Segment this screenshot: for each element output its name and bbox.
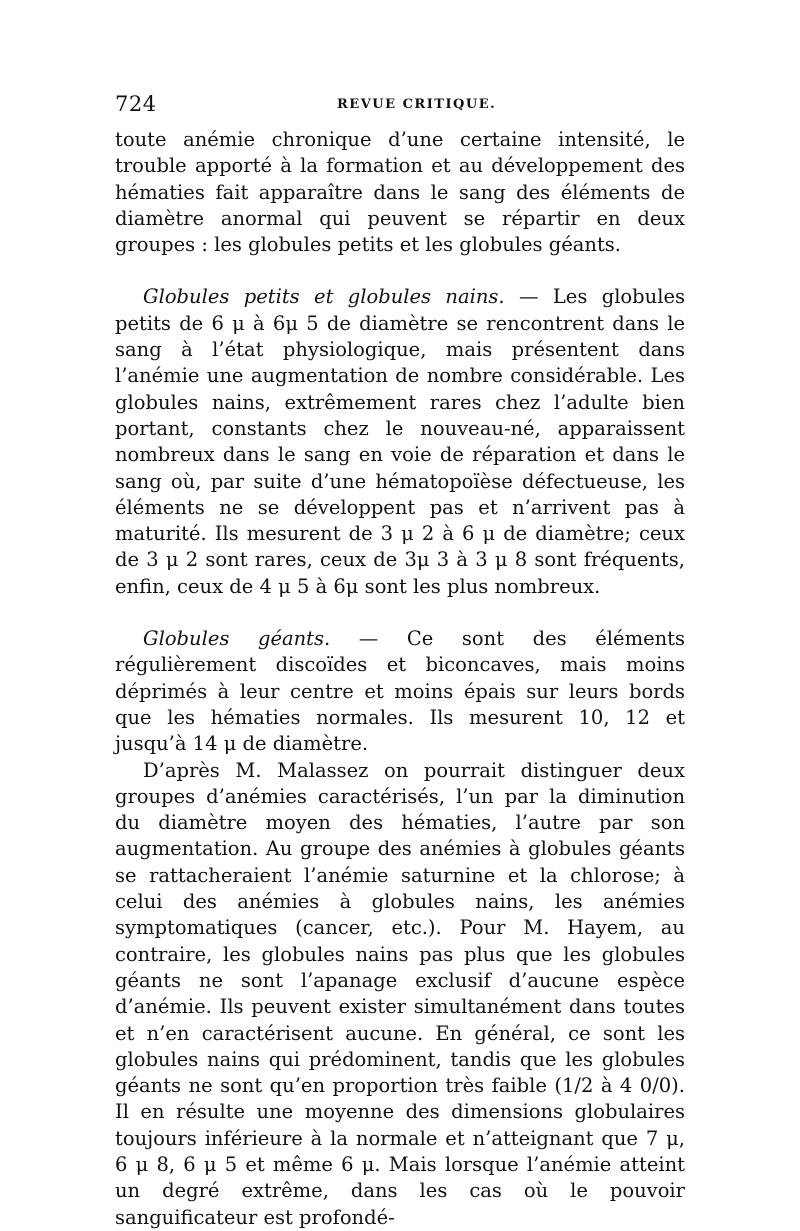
paragraph-anemie-intro xyxy=(115,127,685,258)
paragraph-globules-geants xyxy=(115,626,685,757)
paragraph-text: toute anémie chronique d’une certaine intensité, le trouble apporté à la formation et au développement des hématies fait apparaître dans le sang des éléments de diamètre anormal qui peuvent se répartir en deux groupes : les globules petits et les globules géants. xyxy=(115,128,685,257)
paragraph-text: — Ce sont des éléments régulièrement discoïdes et biconcaves, mais moins déprimés à leur centre et moins épais sur leurs bords que les hématies normales. Ils mesurent 10, 12 et jusqu’à 14 μ de diamètre. xyxy=(115,627,686,756)
section-title-globules-geants: Globules géants. xyxy=(143,627,331,651)
section-title-globules-petits: Globules petits et globules nains. xyxy=(143,285,505,309)
paragraph-malassez-hayem xyxy=(115,758,685,1231)
paragraph-text: D’après M. Malassez on pourrait distinguer deux groupes d’anémies caractérisés, l’un par la diminution du diamètre moyen des hématies, l’autre par son augmentation. Au groupe des anémies à globules géants se rattacheraient l’anémie saturnine et la chlorose; à celui des anémies à globules nains, les anémies symptomatiques (cancer, etc.). Pour M. Hayem, au contraire, les globules nains pas plus que les globules géants ne sont l’apanage exclusif d’aucune espèce d’anémie. Ils peuvent exister simultanément dans toutes et n’en caractérisent aucune. En général, ce sont les globules nains qui prédominent, tandis que les globules géants ne sont qu’en proportion très faible (1/2 à 4 0/0). Il en résulte une moyenne des dimensions globulaires toujours inférieure à la normale et n’atteignant que 7 μ, 6 μ 8, 6 μ 5 et même 6 μ. Mais lorsque l’anémie atteint un degré extrême, dans les cas où le pouvoir sanguificateur est profondé- xyxy=(115,758,685,1229)
body-text xyxy=(115,127,685,1231)
running-title: REVUE CRITIQUE. xyxy=(337,97,497,112)
paragraph-globules-petits xyxy=(115,284,685,600)
running-head xyxy=(115,92,685,122)
page-number: 724 xyxy=(115,92,157,116)
paragraph-text: — Les globules petits de 6 μ à 6μ 5 de diamètre se rencontrent dans le sang à l’état physiologique, mais présentent dans l’anémie une augmentation de nombre considérable. Les globules nains, extrêmement rares chez l’adulte bien portant, constants chez le nouveau-né, apparaissent nombreux dans le sang en voie de réparation et dans le sang où, par suite d’une hématopoïèse défectueuse, les éléments ne se développent pas et n’arrivent pas à maturité. Ils mesurent de 3 μ 2 à 6 μ de diamètre; ceux de 3 μ 2 sont rares, ceux de 3μ 3 à 3 μ 8 sont fréquents, enfin, ceux de 4 μ 5 à 6μ sont les plus nombreux. xyxy=(115,285,685,598)
